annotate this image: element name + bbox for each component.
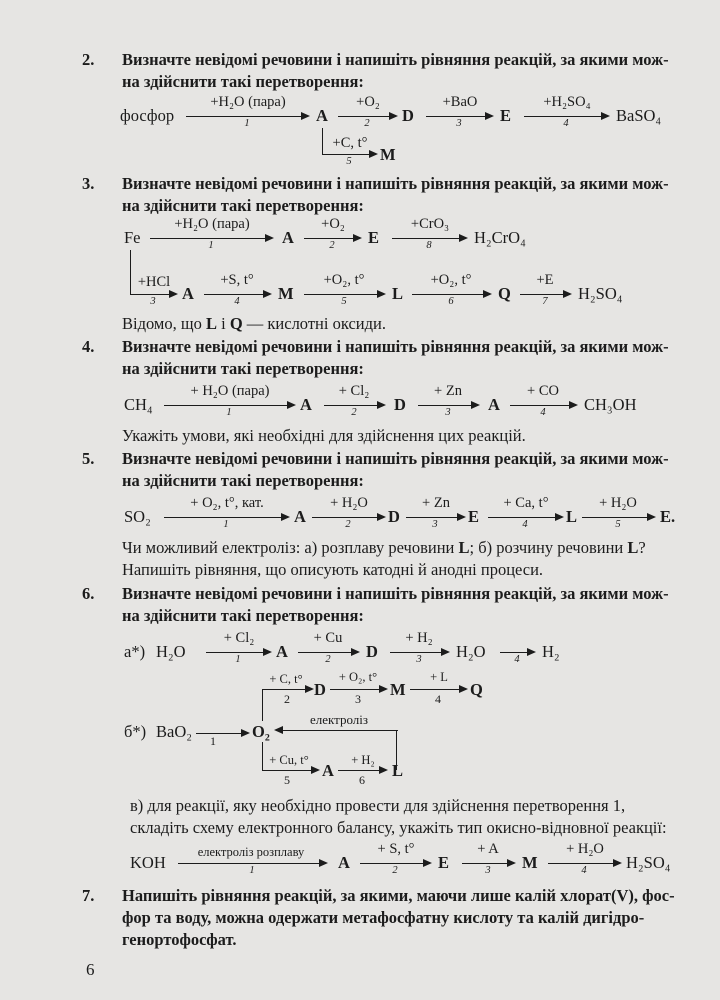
t6b-O2: O₂ [252,722,270,741]
t5-E2: E. [660,507,676,526]
t6b-M: M [390,680,406,699]
t4-CH3OH: CH₃OH [584,395,637,414]
t4-arrow1-label: + H₂O (пара) [190,383,270,399]
task-2-number: 2. [82,50,95,69]
task-6c-text-line2: складіть схему електронного балансу, укажіть тип окисно-відновної реакції: [130,818,667,837]
t6b-electrolysis-arrow [276,730,398,731]
task-5-number: 5. [82,449,95,468]
t6a-arrow3 [390,652,448,653]
t4-arrow2-step: 2 [351,407,357,418]
t4-arrow4-label: + CO [527,383,559,399]
t6a-arrow1-step: 1 [235,654,241,665]
t6c-arrow3 [462,863,514,864]
t5-arrow2 [312,517,384,518]
t6b-electrolysis-label: електроліз [309,712,369,727]
t6b-arrow5-step: 5 [284,773,290,787]
page-number: 6 [86,960,95,979]
t2-arrow5 [322,154,376,155]
t6b-arrow4-step: 4 [435,692,441,706]
t6b-A: A [322,761,334,780]
t4-arrow4-step: 4 [540,407,546,418]
t2-arrow2 [338,116,396,117]
t3-arrow5-label: +O₂, t° [323,272,365,288]
t6b-arrow3 [330,689,386,690]
t3-A1: A [282,228,294,247]
task-6-text-line2: на здійснити такі перетворення: [122,606,364,625]
t6c-arrow3-label: + A [477,841,499,857]
task-4-note: Укажіть умови, які необхідні для здійснення цих реакцій. [122,426,526,445]
t3-arrow4-step: 4 [234,296,240,307]
task-7-number: 7. [82,886,95,905]
t6a-arrow1-label: + Cl₂ [223,630,255,646]
t6b-arrow4 [410,689,466,690]
t3-arrow1-label: +H₂O (пара) [174,216,250,232]
t2-arrow3-label: +BaO [442,94,478,110]
t5-A: A [294,507,306,526]
t6a-arrow2-label: + Cu [313,630,343,646]
t2-arrow4 [524,116,608,117]
task-4-number: 4. [82,337,95,356]
t6c-arrow4 [548,863,620,864]
task-5-question2: Напишіть рівняння, що описують катодні й анодні процеси. [122,560,544,579]
t5-E1: E [468,507,480,526]
t3-L: L [392,284,404,303]
t6c-M: M [522,853,538,872]
t6c-arrow2 [360,863,430,864]
t6b-down-line [262,742,263,770]
t5-arrow1-step: 1 [223,519,229,530]
t6a-arrow4 [500,652,534,653]
t3-Q: Q [498,284,511,303]
t2-arrow1-step: 1 [244,118,250,129]
t6c-arrow1 [178,863,326,864]
t3-arrow2-label: +O₂ [321,216,345,232]
t5-arrow2-step: 2 [345,519,351,530]
t5-D: D [388,507,400,526]
t2-arrow3 [426,116,492,117]
task-3-text-line2: на здійснити такі перетворення: [122,196,364,215]
t4-arrow4 [510,405,576,406]
t3-arrow3 [130,294,176,295]
t5-arrow5-label: + H₂O [599,495,637,511]
task-6c-text-line1: в) для реакції, яку необхідно провести для здійснення перетворення 1, [130,796,626,815]
t2-BaSO4: BaSO₄ [616,106,662,125]
t6b-start: BaO₂ [156,722,192,741]
t5-arrow5-step: 5 [615,519,621,530]
t2-arrow2-step: 2 [364,118,370,129]
t6a-arrow3-step: 3 [416,654,422,665]
t2-arrow4-label: +H₂SO₄ [543,94,591,110]
t6b-arrow3-step: 3 [355,692,361,706]
task-7-text-line1: Напишіть рівняння реакцій, за якими, маючи лише калій хлорат(V), фос- [122,886,675,905]
t3-arrow7 [520,294,570,295]
task-7-text-line3: генортофосфат. [122,930,237,949]
t6b-arrow5-label: + Cu, t° [269,753,309,767]
t3-arrow4-label: +S, t° [220,272,254,288]
t3-M: M [278,284,294,303]
task-3-text-line1: Визначте невідомі речовини і напишіть рівняння реакцій, за якими мож- [122,174,669,193]
t6a-H2: H₂ [542,642,560,661]
t3-branch-line [130,250,131,294]
t4-D: D [394,395,406,414]
t6a-arrow3-label: + H₂ [405,630,433,646]
t3-arrow3-label: +HCl [137,274,171,290]
t3-arrow6 [412,294,490,295]
t6a-arrow2-step: 2 [325,654,331,665]
t3-arrow5-step: 5 [341,296,347,307]
t3-arrow8 [392,238,466,239]
t3-arrow6-label: +O₂, t° [430,272,472,288]
t5-arrow3 [406,517,464,518]
t2-arrow2-label: +O₂ [356,94,380,110]
t5-arrow1 [164,517,288,518]
t4-start: CH₄ [124,395,153,414]
t6c-arrow2-step: 2 [392,865,398,876]
t2-arrow4-step: 4 [563,118,569,129]
t6c-arrow1-step: 1 [249,865,255,876]
t6c-E: E [438,853,450,872]
task-5-text-line2: на здійснити такі перетворення: [122,471,364,490]
t6b-arrow6-label: + H₂ [351,753,375,767]
t2-arrow5-step: 5 [346,156,352,167]
t6b-L: L [392,761,404,780]
t3-E: E [368,228,380,247]
t5-arrow4-label: + Ca, t° [503,495,549,511]
t6b-Q: Q [470,680,483,699]
t2-arrow1-label: +H₂O (пара) [210,94,286,110]
task-4-text-line1: Визначте невідомі речовини і напишіть рівняння реакцій, за якими мож- [122,337,669,356]
t6a-D: D [366,642,378,661]
task-6-text-line1: Визначте невідомі речовини і напишіть рівняння реакцій, за якими мож- [122,584,669,603]
t4-A2: A [488,395,500,414]
t6c-arrow1-label: електроліз розплаву [197,845,305,859]
t4-A1: A [300,395,312,414]
t3-arrow4 [204,294,270,295]
t6b-arrow5 [262,770,318,771]
t2-arrow1 [186,116,308,117]
t5-arrow4 [488,517,562,518]
t5-L: L [566,507,578,526]
t6b-arrow2 [262,689,312,690]
t2-arrow3-step: 3 [456,118,462,129]
t3-start: Fe [124,228,141,247]
task-4-text-line2: на здійснити такі перетворення: [122,359,364,378]
t6c-arrow4-step: 4 [581,865,587,876]
t5-arrow3-step: 3 [432,519,438,530]
t3-A2: A [182,284,194,303]
t2-M: M [380,145,396,164]
t6b-arrow2-step: 2 [284,692,290,706]
t6b-D: D [314,680,326,699]
t5-start: SO₂ [124,507,151,526]
t2-D: D [402,106,414,125]
t3-H2SO4: H₂SO₄ [578,284,623,303]
task-6-number: 6. [82,584,95,603]
t6b-arrow6-step: 6 [359,773,365,787]
task-5-question1: Чи можливий електроліз: а) розплаву речовини L; б) розчину речовини L? [122,538,646,557]
t6c-A: A [338,853,350,872]
t3-H2CrO4: H₂CrO₄ [474,228,526,247]
t6b-arrow4-label: + L [430,670,448,684]
t6c-arrow2-label: + S, t° [377,841,415,857]
t4-arrow3-step: 3 [445,407,451,418]
t3-arrow3-step: 3 [150,296,156,307]
t4-arrow1 [164,405,294,406]
t3-arrow7-label: +E [536,272,554,288]
t6c-arrow3-step: 3 [485,865,491,876]
t3-arrow2 [304,238,360,239]
t6a-H2O: H₂O [456,642,486,661]
t6a-arrow2 [298,652,358,653]
t3-arrow2-step: 2 [329,240,335,251]
t3-arrow6-step: 6 [448,296,454,307]
t4-arrow1-step: 1 [226,407,232,418]
t4-arrow3 [418,405,478,406]
t5-arrow4-step: 4 [522,519,528,530]
t5-arrow1-label: + O₂, t°, кат. [190,495,264,511]
t2-A: A [316,106,328,125]
task-2-text-line2: на здійснити такі перетворення: [122,72,364,91]
task-2-text-line1: Визначте невідомі речовини і напишіть рівняння реакцій, за якими мож- [122,50,669,69]
t4-arrow2 [324,405,384,406]
t6c-H2SO4: H₂SO₄ [626,853,671,872]
t2-arrow5-label: +C, t° [332,135,368,151]
t3-arrow8-label: +CrO₃ [410,216,450,232]
t6b-arrow3-label: + O₂, t° [338,670,378,684]
t6a-start: H₂O [156,642,186,661]
t6a-arrow4-step: 4 [514,654,520,665]
t2-start: фосфор [120,106,175,125]
t6b-arrow6 [338,770,386,771]
t5-arrow3-label: + Zn [422,495,450,511]
t6b-label: б*) [124,722,147,741]
t4-arrow3-label: + Zn [434,383,462,399]
t2-branch-line [322,128,323,154]
t3-arrow1 [150,238,272,239]
task-5-text-line1: Визначте невідомі речовини і напишіть рівняння реакцій, за якими мож- [122,449,669,468]
t6b-arrow2-label: + C, t° [269,672,303,686]
t5-arrow5 [582,517,654,518]
t6a-A: A [276,642,288,661]
t6a-label: а*) [124,642,146,661]
t5-arrow2-label: + H₂O [330,495,368,511]
t2-E: E [500,106,512,125]
t6c-arrow4-label: + H₂O [566,841,604,857]
task-7-text-line2: фор та воду, можна одержати метафосфатну кислоту та калій дигідро- [122,908,645,927]
t6a-arrow1 [206,652,270,653]
t3-arrow1-step: 1 [208,240,214,251]
t3-arrow5 [304,294,384,295]
t4-arrow2-label: + Cl₂ [338,383,370,399]
task-3-note: Відомо, що L і Q — кислотні оксиди. [122,314,386,333]
task-3-number: 3. [82,174,95,193]
t6c-start: KOH [130,853,166,872]
t3-arrow7-step: 7 [542,296,548,307]
t6b-arrow1-step: 1 [210,734,216,748]
t3-arrow8-step: 8 [426,240,432,251]
